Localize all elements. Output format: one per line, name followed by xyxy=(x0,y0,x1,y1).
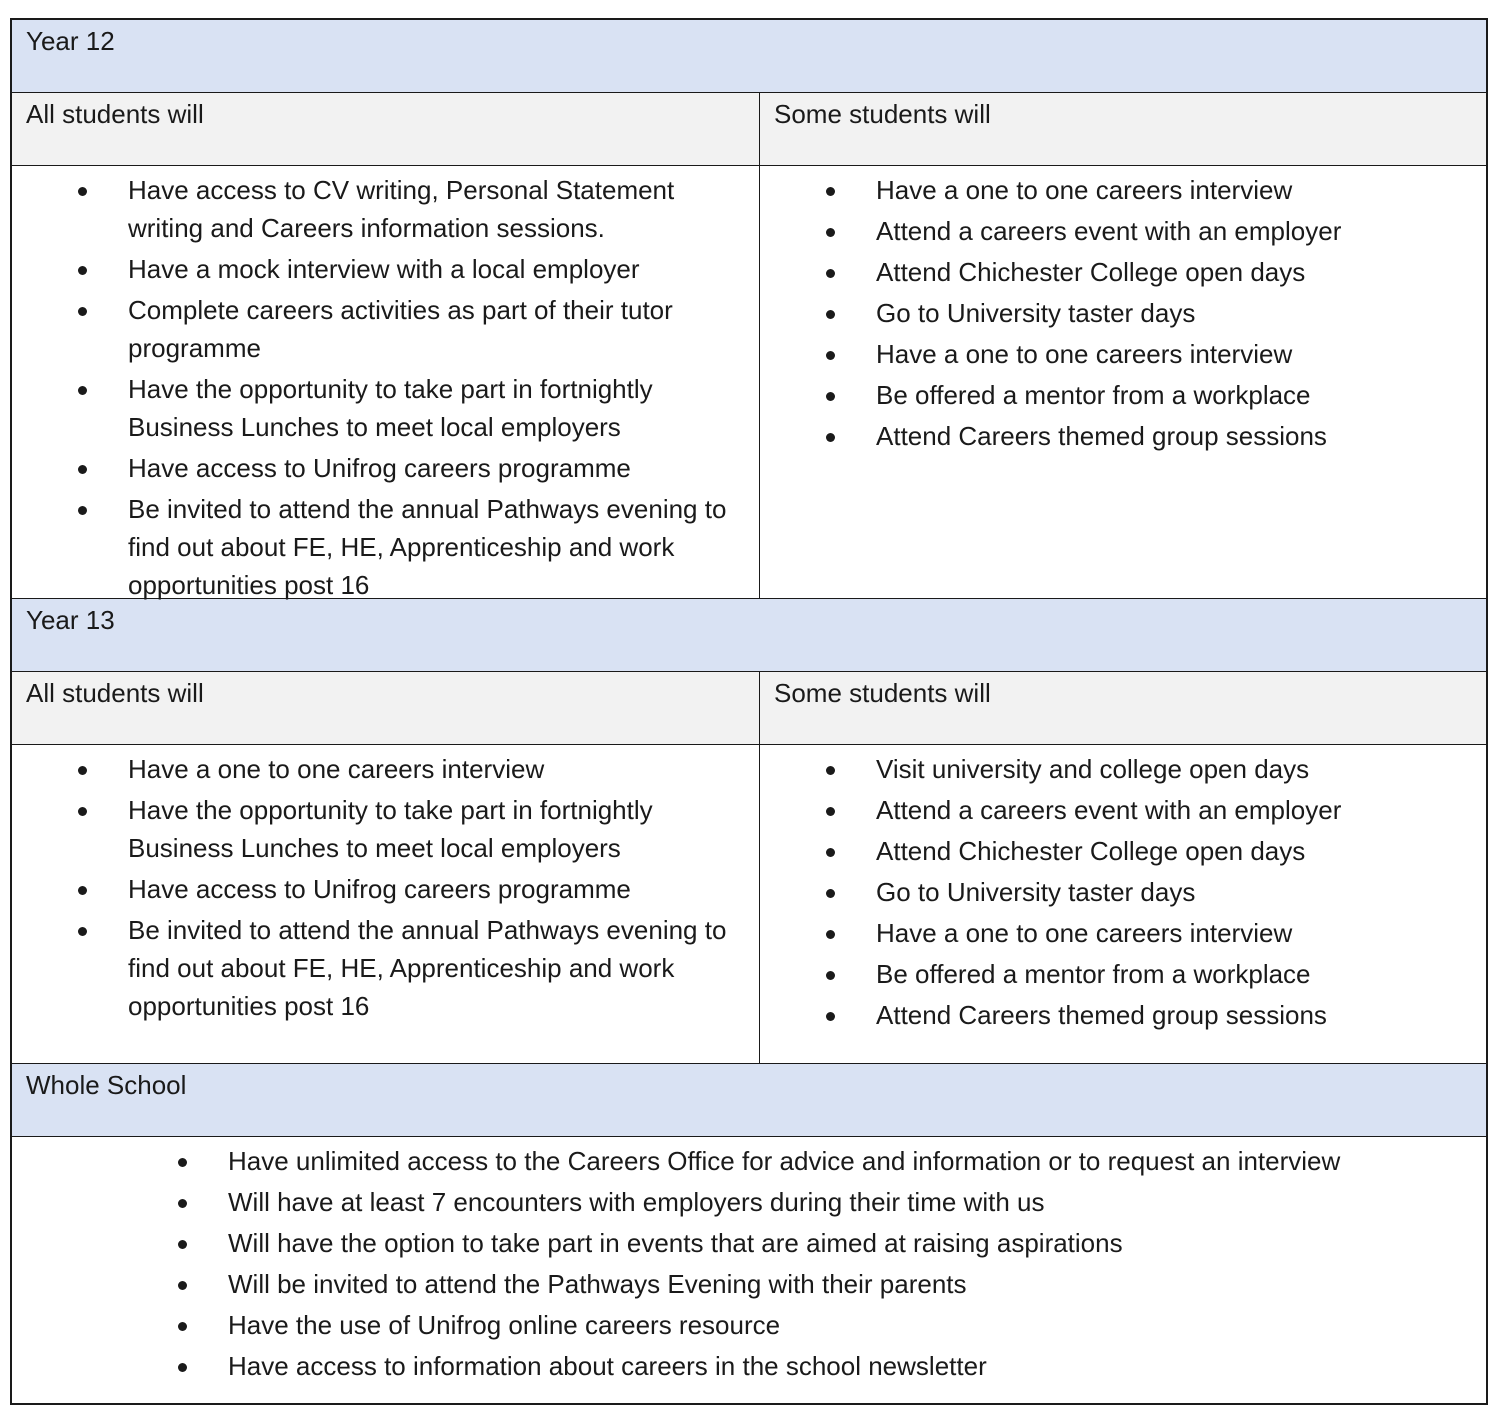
bullet-icon xyxy=(78,506,87,515)
year12-column-heading-row xyxy=(12,93,1486,166)
year12-all-heading: All students will xyxy=(12,93,760,165)
list-item xyxy=(12,449,759,487)
whole-school-heading: Whole School xyxy=(12,1064,1486,1136)
list-item-text: Have the opportunity to take part in fortnightly Business Lunches to meet local employers xyxy=(128,374,653,442)
list-item-text: Attend Chichester College open days xyxy=(876,836,1306,866)
list-item-text: Have a one to one careers interview xyxy=(128,754,545,784)
list-item-text: Attend Chichester College open days xyxy=(876,257,1306,287)
bullet-icon xyxy=(78,766,87,775)
list-item-text: Attend Careers themed group sessions xyxy=(876,1000,1327,1030)
list-item xyxy=(760,253,1486,291)
bullet-icon xyxy=(826,889,835,898)
careers-table xyxy=(10,18,1488,1405)
year12-some-heading: Some students will xyxy=(760,93,1486,165)
list-item-text: Have a one to one careers interview xyxy=(876,339,1293,369)
list-item xyxy=(12,911,759,1025)
year12-heading: Year 12 xyxy=(12,20,1486,92)
list-item-text: Will be invited to attend the Pathways Evening with their parents xyxy=(228,1269,967,1299)
list-item xyxy=(12,870,759,908)
year13-all-heading: All students will xyxy=(12,672,760,744)
list-item xyxy=(760,417,1486,455)
list-item xyxy=(12,250,759,288)
list-item xyxy=(760,171,1486,209)
list-item xyxy=(12,1347,1486,1385)
list-item-text: Will have at least 7 encounters with employers during their time with us xyxy=(228,1187,1045,1217)
list-item-text: Have access to CV writing, Personal Statement writing and Careers information sessions. xyxy=(128,175,675,243)
bullet-icon xyxy=(78,187,87,196)
bullet-icon xyxy=(826,807,835,816)
list-item xyxy=(12,1183,1486,1221)
bullet-icon xyxy=(826,848,835,857)
list-item xyxy=(12,750,759,788)
list-item-text: Will have the option to take part in events that are aimed at raising aspirations xyxy=(228,1228,1123,1258)
year12-all-cell xyxy=(12,166,760,598)
year13-all-cell xyxy=(12,745,760,1063)
list-item-text: Have access to Unifrog careers programme xyxy=(128,453,631,483)
year13-lists-row xyxy=(12,745,1486,1064)
list-item xyxy=(12,291,759,367)
bullet-icon xyxy=(178,1158,187,1167)
bullet-icon xyxy=(826,187,835,196)
bullet-icon xyxy=(78,886,87,895)
list-item xyxy=(12,1265,1486,1303)
list-item xyxy=(760,212,1486,250)
year13-heading: Year 13 xyxy=(12,599,1486,671)
bullet-icon xyxy=(826,1012,835,1021)
bullet-icon xyxy=(826,228,835,237)
list-item-text: Have a one to one careers interview xyxy=(876,918,1293,948)
whole-school-list-row xyxy=(12,1137,1486,1403)
bullet-icon xyxy=(826,351,835,360)
list-item xyxy=(760,873,1486,911)
bullet-icon xyxy=(178,1199,187,1208)
list-item-text: Have the opportunity to take part in fortnightly Business Lunches to meet local employers xyxy=(128,795,653,863)
list-item-text: Have a one to one careers interview xyxy=(876,175,1293,205)
bullet-icon xyxy=(178,1240,187,1249)
list-item-text: Go to University taster days xyxy=(876,877,1196,907)
list-item xyxy=(12,791,759,867)
bullet-icon xyxy=(78,807,87,816)
list-item xyxy=(760,376,1486,414)
bullet-icon xyxy=(178,1363,187,1372)
year12-heading-row xyxy=(12,20,1486,93)
whole-school-heading-row xyxy=(12,1064,1486,1137)
list-item-text: Have unlimited access to the Careers Office for advice and information or to request an interview xyxy=(228,1146,1341,1176)
bullet-icon xyxy=(826,392,835,401)
list-item-text: Visit university and college open days xyxy=(876,754,1310,784)
bullet-icon xyxy=(78,465,87,474)
list-item-text: Attend Careers themed group sessions xyxy=(876,421,1327,451)
bullet-icon xyxy=(826,930,835,939)
bullet-icon xyxy=(78,927,87,936)
list-item xyxy=(760,955,1486,993)
year12-some-list xyxy=(760,171,1486,455)
list-item xyxy=(760,914,1486,952)
bullet-icon xyxy=(826,310,835,319)
list-item xyxy=(760,791,1486,829)
year13-some-heading: Some students will xyxy=(760,672,1486,744)
list-item-text: Complete careers activities as part of their tutor programme xyxy=(128,295,673,363)
list-item-text: Have access to Unifrog careers programme xyxy=(128,874,631,904)
list-item xyxy=(12,490,759,604)
year13-column-heading-row xyxy=(12,672,1486,745)
list-item xyxy=(12,370,759,446)
list-item-text: Be offered a mentor from a workplace xyxy=(876,380,1311,410)
list-item-text: Be offered a mentor from a workplace xyxy=(876,959,1311,989)
list-item xyxy=(760,294,1486,332)
list-item-text: Have the use of Unifrog online careers resource xyxy=(228,1310,781,1340)
list-item-text: Have a mock interview with a local employer xyxy=(128,254,640,284)
bullet-icon xyxy=(178,1281,187,1290)
bullet-icon xyxy=(826,766,835,775)
list-item xyxy=(12,171,759,247)
list-item-text: Attend a careers event with an employer xyxy=(876,795,1342,825)
year12-lists-row xyxy=(12,166,1486,599)
year13-some-cell xyxy=(760,745,1486,1063)
year12-all-list xyxy=(12,171,759,604)
whole-school-cell xyxy=(12,1137,1486,1403)
list-item xyxy=(760,335,1486,373)
year13-heading-row xyxy=(12,599,1486,672)
bullet-icon xyxy=(178,1322,187,1331)
list-item-text: Go to University taster days xyxy=(876,298,1196,328)
bullet-icon xyxy=(78,266,87,275)
list-item-text: Attend a careers event with an employer xyxy=(876,216,1342,246)
list-item xyxy=(760,996,1486,1034)
bullet-icon xyxy=(826,269,835,278)
year12-some-cell xyxy=(760,166,1486,598)
list-item-text: Be invited to attend the annual Pathways evening to find out about FE, HE, Apprenticeship and work opportunities post 16 xyxy=(128,494,727,600)
list-item xyxy=(12,1224,1486,1262)
list-item-text: Be invited to attend the annual Pathways evening to find out about FE, HE, Apprenticeship and work opportunities post 16 xyxy=(128,915,727,1021)
list-item xyxy=(760,750,1486,788)
bullet-icon xyxy=(826,433,835,442)
list-item xyxy=(12,1306,1486,1344)
list-item-text: Have access to information about careers in the school newsletter xyxy=(228,1351,987,1381)
whole-school-list xyxy=(12,1142,1486,1385)
bullet-icon xyxy=(826,971,835,980)
year13-some-list xyxy=(760,750,1486,1034)
list-item xyxy=(12,1142,1486,1180)
list-item xyxy=(760,832,1486,870)
bullet-icon xyxy=(78,307,87,316)
year13-all-list xyxy=(12,750,759,1025)
bullet-icon xyxy=(78,386,87,395)
